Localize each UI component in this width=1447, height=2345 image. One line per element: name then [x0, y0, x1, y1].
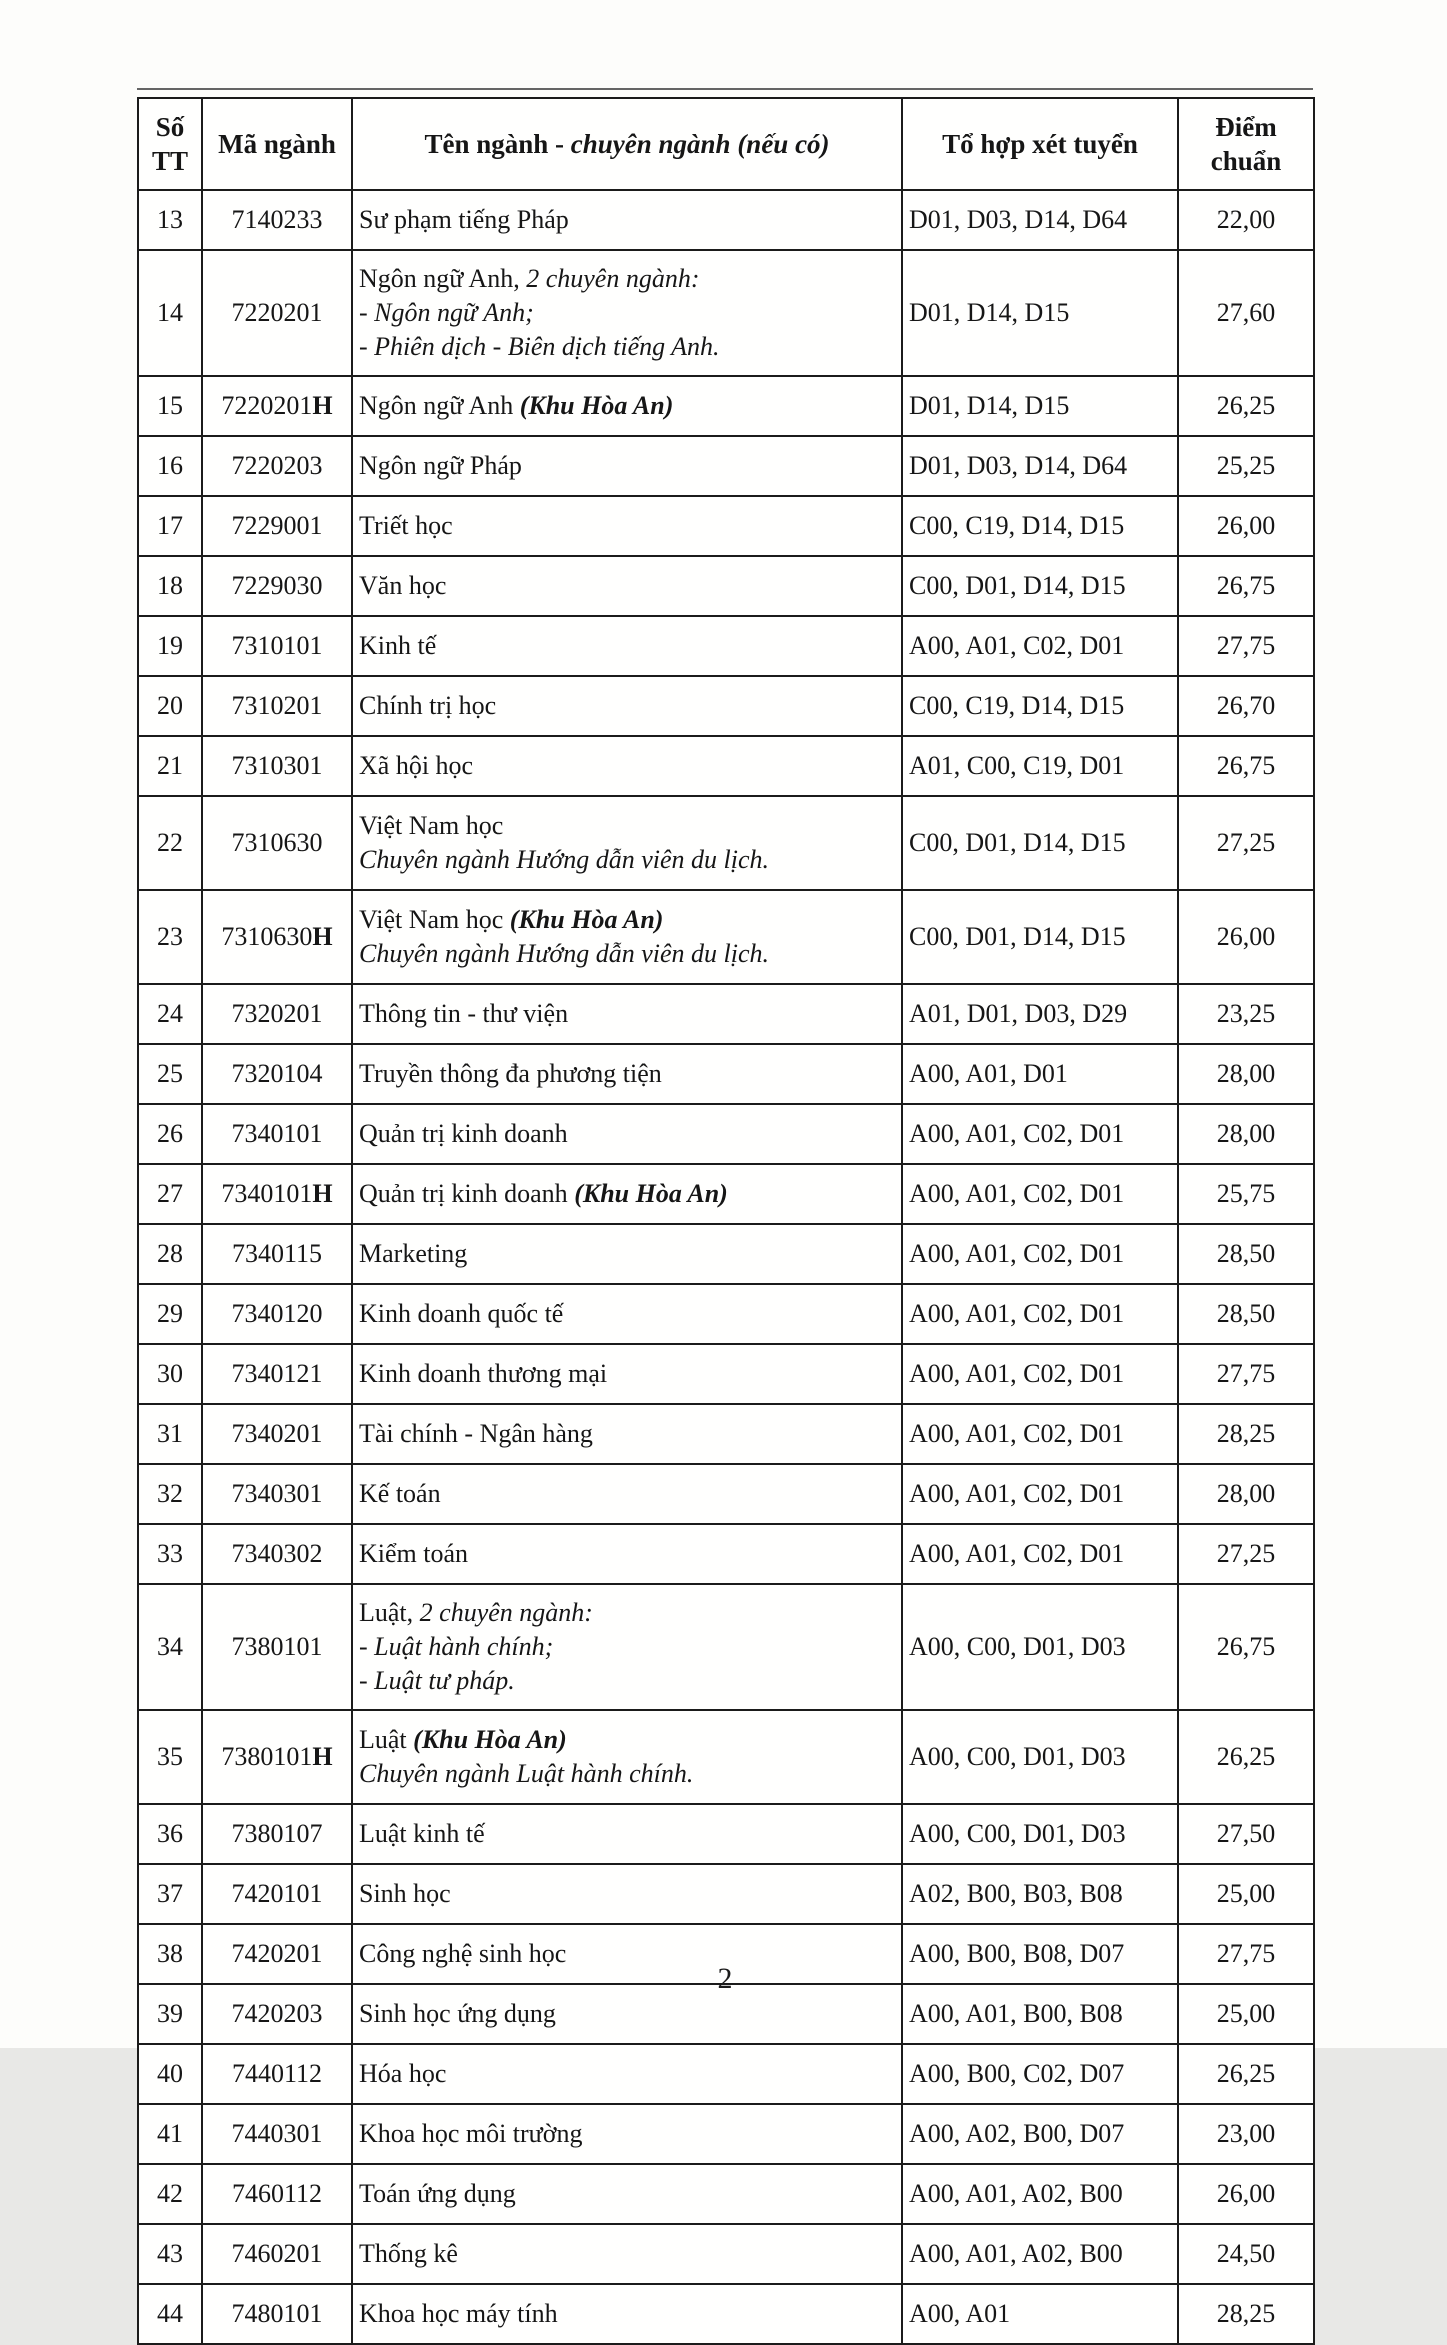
- row-number-cell: 20: [138, 676, 202, 736]
- row-number-cell: 14: [138, 250, 202, 376]
- benchmark-score-cell: 26,75: [1178, 556, 1314, 616]
- major-name-cell: [352, 1164, 902, 1224]
- major-code-cell: 7380101: [202, 1584, 352, 1710]
- row-number-cell: 29: [138, 1284, 202, 1344]
- benchmark-score-cell: 27,75: [1178, 1924, 1314, 1984]
- major-code-cell: 7340121: [202, 1344, 352, 1404]
- major-code-cell: 7340101H: [202, 1164, 352, 1224]
- benchmark-score-cell: 23,25: [1178, 984, 1314, 1044]
- subject-combination-cell: A00, A01, C02, D01: [902, 1224, 1178, 1284]
- subject-combination-cell: A01, C00, C19, D01: [902, 736, 1178, 796]
- header-tt: [138, 98, 202, 190]
- header-score-line2: chuẩn: [1210, 146, 1282, 176]
- benchmark-score-cell: 27,75: [1178, 616, 1314, 676]
- major-name-line: Việt Nam học: [359, 811, 504, 840]
- table-row: [138, 1164, 1314, 1224]
- subject-combination-cell: C00, D01, D14, D15: [902, 890, 1178, 984]
- page-number: 2: [717, 1962, 733, 1995]
- subject-combination-cell: A00, A01, A02, B00: [902, 2224, 1178, 2284]
- subject-combination-cell: C00, C19, D14, D15: [902, 676, 1178, 736]
- major-name-line: Sinh học: [359, 1879, 451, 1908]
- major-code-cell: 7340115: [202, 1224, 352, 1284]
- major-name-line: - Luật hành chính;: [359, 1632, 554, 1661]
- subject-combination-cell: A00, C00, D01, D03: [902, 1804, 1178, 1864]
- row-number-cell: 34: [138, 1584, 202, 1710]
- major-name-line: Chính trị học: [359, 691, 497, 720]
- major-code-cell: 7320104: [202, 1044, 352, 1104]
- table-row: [138, 1344, 1314, 1404]
- major-code-cell: 7320201: [202, 984, 352, 1044]
- scan-ghost-line: [137, 88, 1313, 90]
- subject-combination-cell: A01, D01, D03, D29: [902, 984, 1178, 1044]
- row-number-cell: 44: [138, 2284, 202, 2344]
- major-name-line: Truyền thông đa phương tiện: [359, 1059, 662, 1088]
- major-code-cell: 7440301: [202, 2104, 352, 2164]
- header-code-label: Mã ngành: [218, 129, 336, 159]
- header-name: [352, 98, 902, 190]
- row-number-cell: 25: [138, 1044, 202, 1104]
- benchmark-score-cell: 28,25: [1178, 2284, 1314, 2344]
- major-name-cell: [352, 616, 902, 676]
- table-row: [138, 2164, 1314, 2224]
- major-name-cell: [352, 676, 902, 736]
- major-code-cell: 7340101: [202, 1104, 352, 1164]
- major-code-cell: 7310201: [202, 676, 352, 736]
- row-number-cell: 19: [138, 616, 202, 676]
- benchmark-score-cell: 28,00: [1178, 1044, 1314, 1104]
- benchmark-score-cell: 22,00: [1178, 190, 1314, 250]
- row-number-cell: 39: [138, 1984, 202, 2044]
- table-row: [138, 736, 1314, 796]
- major-code-cell: 7340120: [202, 1284, 352, 1344]
- major-code-cell: 7140233: [202, 190, 352, 250]
- major-name-cell: [352, 1104, 902, 1164]
- table-row: [138, 436, 1314, 496]
- major-code-suffix: H: [312, 1179, 333, 1208]
- major-code-cell: 7460201: [202, 2224, 352, 2284]
- table-row: [138, 1104, 1314, 1164]
- subject-combination-cell: A00, A01, C02, D01: [902, 1164, 1178, 1224]
- benchmark-score-cell: 27,50: [1178, 1804, 1314, 1864]
- subject-combination-cell: D01, D03, D14, D64: [902, 190, 1178, 250]
- major-code-cell: 7460112: [202, 2164, 352, 2224]
- major-name-cell: [352, 2224, 902, 2284]
- benchmark-score-cell: 23,00: [1178, 2104, 1314, 2164]
- major-code-cell: 7220203: [202, 436, 352, 496]
- major-name-line: - Luật tư pháp.: [359, 1666, 515, 1695]
- row-number-cell: 32: [138, 1464, 202, 1524]
- subject-combination-cell: D01, D14, D15: [902, 376, 1178, 436]
- benchmark-score-cell: 26,75: [1178, 736, 1314, 796]
- major-name-cell: [352, 1804, 902, 1864]
- row-number-cell: 15: [138, 376, 202, 436]
- subject-combination-cell: A00, A01, C02, D01: [902, 1284, 1178, 1344]
- major-name-cell: [352, 1524, 902, 1584]
- header-name-italic: chuyên ngành (nếu có): [570, 129, 830, 159]
- benchmark-score-cell: 26,25: [1178, 376, 1314, 436]
- subject-combination-cell: A00, C00, D01, D03: [902, 1710, 1178, 1804]
- major-code-cell: 7340301: [202, 1464, 352, 1524]
- major-code-cell: 7310630: [202, 796, 352, 890]
- row-number-cell: 24: [138, 984, 202, 1044]
- table-row: [138, 556, 1314, 616]
- subject-combination-cell: C00, D01, D14, D15: [902, 556, 1178, 616]
- benchmark-score-cell: 26,70: [1178, 676, 1314, 736]
- benchmark-score-cell: 24,50: [1178, 2224, 1314, 2284]
- major-name-line: Văn học: [359, 571, 447, 600]
- major-name-line: - Phiên dịch - Biên dịch tiếng Anh.: [359, 332, 720, 361]
- subject-combination-cell: D01, D03, D14, D64: [902, 436, 1178, 496]
- major-name-line: Tài chính - Ngân hàng: [359, 1419, 593, 1448]
- major-code-cell: 7380107: [202, 1804, 352, 1864]
- major-name-line: Luật kinh tế: [359, 1819, 485, 1848]
- row-number-cell: 36: [138, 1804, 202, 1864]
- major-code-suffix: H: [312, 391, 333, 420]
- table-row: [138, 616, 1314, 676]
- major-code-cell: 7420201: [202, 1924, 352, 1984]
- major-name-cell: [352, 736, 902, 796]
- benchmark-score-cell: 28,25: [1178, 1404, 1314, 1464]
- major-name-line: Ngôn ngữ Anh (Khu Hòa An): [359, 391, 674, 420]
- row-number-cell: 40: [138, 2044, 202, 2104]
- table-row: [138, 1044, 1314, 1104]
- major-name-line: Luật, 2 chuyên ngành:: [359, 1598, 593, 1627]
- major-name-cell: [352, 190, 902, 250]
- header-tt-line1: Số: [155, 112, 185, 142]
- subject-combination-cell: A00, A01, B00, B08: [902, 1984, 1178, 2044]
- major-name-line: Ngôn ngữ Pháp: [359, 451, 522, 480]
- major-name-line: Kinh doanh quốc tế: [359, 1299, 564, 1328]
- benchmark-score-cell: 28,50: [1178, 1224, 1314, 1284]
- benchmark-score-cell: 25,00: [1178, 1984, 1314, 2044]
- major-code-cell: 7340201: [202, 1404, 352, 1464]
- header-tt-line2: TT: [151, 146, 189, 176]
- benchmark-score-cell: 27,25: [1178, 796, 1314, 890]
- major-name-cell: [352, 1344, 902, 1404]
- major-name-cell: [352, 1710, 902, 1804]
- table-row: [138, 890, 1314, 984]
- row-number-cell: 33: [138, 1524, 202, 1584]
- table-row: [138, 2224, 1314, 2284]
- table-row: [138, 2284, 1314, 2344]
- row-number-cell: 43: [138, 2224, 202, 2284]
- header-score-line1: Điểm: [1215, 112, 1277, 142]
- benchmark-score-cell: 27,25: [1178, 1524, 1314, 1584]
- row-number-cell: 13: [138, 190, 202, 250]
- subject-combination-cell: A00, A01, C02, D01: [902, 1104, 1178, 1164]
- major-name-line: Kinh tế: [359, 631, 437, 660]
- table-row: [138, 250, 1314, 376]
- subject-combination-cell: A00, A01, A02, B00: [902, 2164, 1178, 2224]
- table-row: [138, 984, 1314, 1044]
- row-number-cell: 22: [138, 796, 202, 890]
- major-code-cell: 7440112: [202, 2044, 352, 2104]
- row-number-cell: 16: [138, 436, 202, 496]
- benchmark-score-cell: 26,00: [1178, 496, 1314, 556]
- major-name-line: Thông tin - thư viện: [359, 999, 569, 1028]
- row-number-cell: 23: [138, 890, 202, 984]
- table-header-row: [138, 98, 1314, 190]
- major-name-line: Kinh doanh thương mại: [359, 1359, 608, 1388]
- subject-combination-cell: A00, C00, D01, D03: [902, 1584, 1178, 1710]
- header-name-plain: Tên ngành -: [424, 129, 571, 159]
- major-code-cell: 7480101: [202, 2284, 352, 2344]
- subject-combination-cell: C00, D01, D14, D15: [902, 796, 1178, 890]
- row-number-cell: 42: [138, 2164, 202, 2224]
- benchmark-score-cell: 28,00: [1178, 1104, 1314, 1164]
- row-number-cell: 18: [138, 556, 202, 616]
- major-name-line: Công nghệ sinh học: [359, 1939, 567, 1968]
- major-name-line: Khoa học máy tính: [359, 2299, 558, 2328]
- major-name-line: Sinh học ứng dụng: [359, 1999, 556, 2028]
- major-name-line: Hóa học: [359, 2059, 447, 2088]
- table-row: [138, 1804, 1314, 1864]
- major-name-cell: [352, 1224, 902, 1284]
- major-name-cell: [352, 496, 902, 556]
- major-name-cell: [352, 1284, 902, 1344]
- header-code: [202, 98, 352, 190]
- major-name-cell: [352, 890, 902, 984]
- header-score: [1178, 98, 1314, 190]
- row-number-cell: 21: [138, 736, 202, 796]
- subject-combination-cell: A00, A01, C02, D01: [902, 1344, 1178, 1404]
- table-row: [138, 2104, 1314, 2164]
- header-combo-label: Tổ hợp xét tuyển: [942, 129, 1138, 159]
- major-name-line: Ngôn ngữ Anh, 2 chuyên ngành:: [359, 264, 700, 293]
- table-row: [138, 496, 1314, 556]
- major-name-line: Khoa học môi trường: [359, 2119, 583, 2148]
- table-row: [138, 1524, 1314, 1584]
- major-name-line: Quản trị kinh doanh: [359, 1119, 568, 1148]
- subject-combination-cell: A00, A02, B00, D07: [902, 2104, 1178, 2164]
- row-number-cell: 35: [138, 1710, 202, 1804]
- major-name-line: Kiểm toán: [359, 1539, 469, 1568]
- table-row: [138, 676, 1314, 736]
- table-row: [138, 1864, 1314, 1924]
- major-name-cell: [352, 250, 902, 376]
- major-code-cell: 7229001: [202, 496, 352, 556]
- admission-scores-table: [137, 97, 1315, 2345]
- major-code-cell: 7220201: [202, 250, 352, 376]
- row-number-cell: 17: [138, 496, 202, 556]
- major-name-cell: [352, 1584, 902, 1710]
- major-name-cell: [352, 436, 902, 496]
- major-name-cell: [352, 2164, 902, 2224]
- subject-combination-cell: A00, B00, B08, D07: [902, 1924, 1178, 1984]
- benchmark-score-cell: 25,00: [1178, 1864, 1314, 1924]
- major-code-suffix: H: [312, 922, 333, 951]
- major-name-cell: [352, 984, 902, 1044]
- major-name-line: - Ngôn ngữ Anh;: [359, 298, 534, 327]
- row-number-cell: 27: [138, 1164, 202, 1224]
- subject-combination-cell: D01, D14, D15: [902, 250, 1178, 376]
- benchmark-score-cell: 27,75: [1178, 1344, 1314, 1404]
- benchmark-score-cell: 28,50: [1178, 1284, 1314, 1344]
- benchmark-score-cell: 26,25: [1178, 2044, 1314, 2104]
- major-code-cell: 7340302: [202, 1524, 352, 1584]
- benchmark-score-cell: 26,00: [1178, 2164, 1314, 2224]
- major-name-cell: [352, 2104, 902, 2164]
- major-name-line: Triết học: [359, 511, 453, 540]
- header-combo: [902, 98, 1178, 190]
- row-number-cell: 38: [138, 1924, 202, 1984]
- major-name-line: Marketing: [359, 1239, 468, 1268]
- subject-combination-cell: A00, A01, C02, D01: [902, 1464, 1178, 1524]
- subject-combination-cell: A00, A01: [902, 2284, 1178, 2344]
- major-name-cell: [352, 1464, 902, 1524]
- subject-combination-cell: A00, A01, C02, D01: [902, 1524, 1178, 1584]
- major-name-line: Việt Nam học (Khu Hòa An): [359, 905, 664, 934]
- major-name-cell: [352, 2044, 902, 2104]
- benchmark-score-cell: 25,25: [1178, 436, 1314, 496]
- major-name-line: Quản trị kinh doanh (Khu Hòa An): [359, 1179, 728, 1208]
- major-name-cell: [352, 1404, 902, 1464]
- major-code-cell: 7310301: [202, 736, 352, 796]
- benchmark-score-cell: 25,75: [1178, 1164, 1314, 1224]
- row-number-cell: 41: [138, 2104, 202, 2164]
- major-name-line: Chuyên ngành Hướng dẫn viên du lịch.: [359, 939, 770, 968]
- benchmark-score-cell: 27,60: [1178, 250, 1314, 376]
- major-name-cell: [352, 796, 902, 890]
- table-row: [138, 1404, 1314, 1464]
- table-row: [138, 376, 1314, 436]
- major-code-cell: 7420203: [202, 1984, 352, 2044]
- table-row: [138, 1284, 1314, 1344]
- major-name-line: Luật (Khu Hòa An): [359, 1725, 567, 1754]
- major-name-line: Chuyên ngành Luật hành chính.: [359, 1759, 694, 1788]
- major-name-cell: [352, 376, 902, 436]
- major-name-line: Xã hội học: [359, 751, 474, 780]
- major-name-line: Sư phạm tiếng Pháp: [359, 205, 569, 234]
- table-row: [138, 1710, 1314, 1804]
- major-name-cell: [352, 1864, 902, 1924]
- row-number-cell: 37: [138, 1864, 202, 1924]
- major-code-cell: 7310101: [202, 616, 352, 676]
- table-row: [138, 2044, 1314, 2104]
- major-code-cell: 7380101H: [202, 1710, 352, 1804]
- subject-combination-cell: A00, B00, C02, D07: [902, 2044, 1178, 2104]
- major-code-cell: 7220201H: [202, 376, 352, 436]
- row-number-cell: 30: [138, 1344, 202, 1404]
- table-row: [138, 1464, 1314, 1524]
- major-name-line: Thống kê: [359, 2239, 458, 2268]
- major-code-suffix: H: [312, 1742, 333, 1771]
- subject-combination-cell: A02, B00, B03, B08: [902, 1864, 1178, 1924]
- major-name-line: Chuyên ngành Hướng dẫn viên du lịch.: [359, 845, 770, 874]
- table-row: [138, 1584, 1314, 1710]
- subject-combination-cell: A00, A01, C02, D01: [902, 1404, 1178, 1464]
- major-code-cell: 7420101: [202, 1864, 352, 1924]
- row-number-cell: 31: [138, 1404, 202, 1464]
- table-row: [138, 1224, 1314, 1284]
- major-name-line: Kế toán: [359, 1479, 441, 1508]
- table-row: [138, 796, 1314, 890]
- subject-combination-cell: A00, A01, D01: [902, 1044, 1178, 1104]
- major-code-cell: 7229030: [202, 556, 352, 616]
- row-number-cell: 26: [138, 1104, 202, 1164]
- major-name-line: Toán ứng dụng: [359, 2179, 516, 2208]
- subject-combination-cell: A00, A01, C02, D01: [902, 616, 1178, 676]
- major-code-cell: 7310630H: [202, 890, 352, 984]
- row-number-cell: 28: [138, 1224, 202, 1284]
- major-name-cell: [352, 2284, 902, 2344]
- benchmark-score-cell: 26,00: [1178, 890, 1314, 984]
- benchmark-score-cell: 28,00: [1178, 1464, 1314, 1524]
- major-name-cell: [352, 1044, 902, 1104]
- benchmark-score-cell: 26,25: [1178, 1710, 1314, 1804]
- benchmark-score-cell: 26,75: [1178, 1584, 1314, 1710]
- table-row: [138, 190, 1314, 250]
- subject-combination-cell: C00, C19, D14, D15: [902, 496, 1178, 556]
- major-name-cell: [352, 556, 902, 616]
